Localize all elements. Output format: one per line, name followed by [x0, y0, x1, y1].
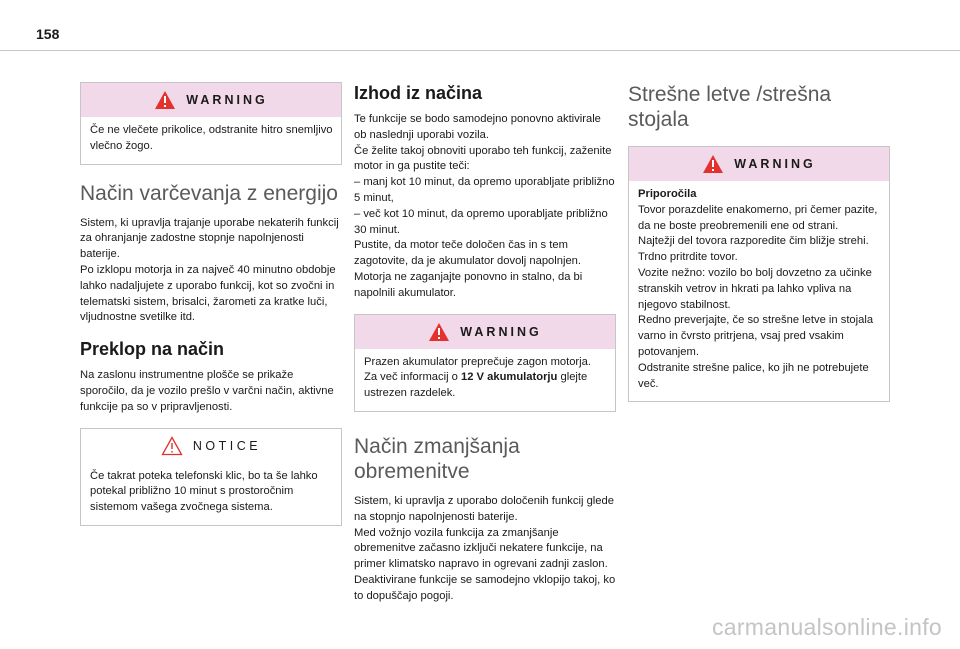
warning-text — [629, 181, 889, 401]
battery-reference: 12 V akumulatorju — [461, 371, 558, 384]
line: Tovor porazdelite enakomerno, pri čemer pazite, da ne boste preobremenili ene od strani. — [638, 203, 878, 232]
warning-text: Če ne vlečete prikolice, odstranite hitro snemljivo vlečno žogo. — [90, 124, 333, 152]
roof-bars-heading: Strešne letve /strešna stojala — [628, 83, 832, 131]
warning-triangle-icon — [154, 90, 176, 110]
notice-title: NOTICE — [192, 438, 262, 453]
eco-mode-heading: Način varčevanja z energijo — [80, 181, 338, 205]
notice-header — [81, 429, 341, 463]
warning-title: WARNING — [186, 93, 268, 107]
warning-header — [355, 315, 615, 349]
line: Te funkcije se bodo samodejno ponovno aktivirale ob naslednji uporabi vozila. — [354, 113, 601, 141]
exit-mode-heading: Izhod iz načina — [354, 83, 483, 103]
recommendations-subtitle: Priporočila — [638, 188, 697, 200]
column-2 — [354, 82, 616, 617]
warning-box-roof — [628, 146, 890, 402]
line: Najtežji del tovora razporedite čim bližje strehi. — [638, 235, 869, 248]
line: Pustite, da motor teče določen čas in s tem zagotovite, da je akumulator dovolj napolnjen. — [354, 239, 582, 268]
load-reduction-text — [354, 494, 616, 605]
watermark: carmanualsonline.info — [711, 614, 942, 640]
line: Če želite takoj obnoviti uporabo teh funkcij, zaženite motor in ga pustite teči: — [354, 144, 612, 173]
notice-box-phone — [80, 428, 342, 526]
warning-box-battery — [354, 314, 616, 412]
header-divider — [0, 50, 960, 51]
warning-title: WARNING — [460, 324, 542, 339]
warning-text: Prazen akumulator preprečuje zagon motorja. Za več informacij o 12 V akumulatorju glejte ustrezen razdelek. — [364, 355, 591, 400]
warning-triangle-icon — [428, 322, 450, 342]
load-reduction-heading: Način zmanjšanja obremenitve — [354, 434, 520, 483]
paragraph: Po izklopu motorja in za največ 40 minutno obdobje lahko nadaljujete z uporabo funkcij, kot so zvočni in telematski sistem, brisalci, žarometi za kratke luči, vljudnostne svetilke itd. — [80, 263, 336, 324]
notice-text: Če takrat poteka telefonski klic, bo ta še lahko potekal približno 10 minut s prostoročnim sistemom vašega zvočnega sistema. — [90, 469, 318, 514]
column-1 — [80, 82, 342, 542]
warning-title: WARNING — [734, 157, 816, 171]
warning-header — [81, 83, 341, 117]
list-item: – manj kot 10 minut, da opremo uporabljate približno 5 minut, — [354, 176, 615, 204]
line: Trdno pritrdite tovor. — [638, 251, 738, 264]
warning-triangle-icon — [702, 154, 724, 174]
eco-mode-text — [80, 216, 342, 327]
line: Motorja ne zaganjajte ponovno in stalno, da bi napolnili akumulator. — [354, 270, 583, 299]
exit-mode-text — [354, 112, 616, 302]
switch-mode-text: Na zaslonu instrumentne plošče se prikaže sporočilo, da je vozilo prešlo v varčni način, aktivne funkcije pa so v pripravljenosti. — [80, 369, 334, 413]
line: Vozite nežno: vozilo bo bolj dovzetno za učinke stranskih vetrov in hkrati pa lahko vpliva na njegovo stabilnost. — [638, 266, 872, 311]
list-item: – več kot 10 minut, da opremo uporabljate približno 30 minut. — [354, 207, 608, 236]
paragraph: Deaktivirane funkcije se samodejno vklopijo takoj, ko to dopuščajo pogoji. — [354, 573, 616, 602]
warning-header — [629, 147, 889, 181]
paragraph: Sistem, ki upravlja trajanje uporabe nekaterih funkcij za ohranjanje zadostne stopnje napolnjenosti baterije. — [80, 216, 339, 261]
line: Redno preverjajte, če so strešne letve in stojala varno in čvrsto pritrjena, vsaj pred vsakim potovanjem. — [638, 314, 874, 358]
paragraph: Sistem, ki upravlja z uporabo določenih funkcij glede na stopnjo napolnjenosti baterije. — [354, 494, 614, 523]
switch-mode-heading: Preklop na način — [80, 339, 225, 360]
notice-triangle-icon — [161, 436, 183, 456]
line: Odstranite strešne palice, ko jih ne potrebujete več. — [638, 361, 869, 390]
warning-box-towball — [80, 82, 342, 165]
page-number: 158 — [36, 26, 60, 42]
column-3 — [628, 82, 890, 418]
paragraph: Med vožnjo vozila funkcija za zmanjšanje obremenitve začasno izključi nekatere funkcije, na primer klimatsko napravo in ogrevani zadnji zaslon. — [354, 526, 608, 571]
